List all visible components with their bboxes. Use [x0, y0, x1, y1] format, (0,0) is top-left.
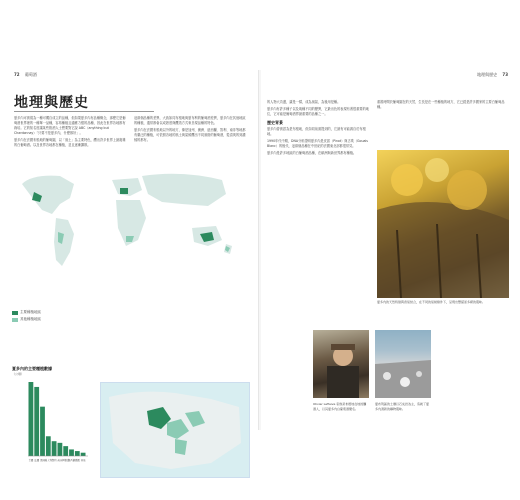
- chart-category-label: 其他: [80, 459, 86, 462]
- left-col2: [134, 116, 248, 145]
- winemaker-illustration: [313, 330, 369, 398]
- paragraph: 的人物大功盡，讓是一樣，成為風氣，為後用是種。: [267, 100, 341, 104]
- chart-category-label: 南非: [57, 459, 63, 462]
- section-heading: 歷史背景: [267, 120, 283, 125]
- winemaker-photo: [313, 330, 369, 398]
- europe-map: [100, 382, 250, 478]
- right-page: [261, 70, 520, 430]
- chart-bar: [69, 449, 74, 456]
- chart-bar: [81, 453, 86, 456]
- legend-label: 主要種植地區: [20, 310, 41, 314]
- header-text: 葡萄酒: [24, 72, 37, 77]
- page-number: 72: [14, 72, 20, 77]
- page-title: 地理與歷史: [14, 95, 89, 111]
- chart-bar: [29, 382, 34, 456]
- page-number: 73: [502, 72, 508, 77]
- bar-chart-svg: [12, 378, 88, 462]
- chart-bar: [58, 443, 63, 456]
- chart-category-label: 智利: [51, 459, 57, 462]
- photo-caption: 夏布利區的土壤以石灰岩為主，造就了夏多內清新的礦物風味。: [375, 402, 430, 411]
- soil-illustration: [375, 330, 431, 398]
- paragraph: 重視時間於葡萄園在的天然，生長是在一些種植的地方，它已經是許多國家的主要白葡萄品種。: [377, 100, 505, 109]
- chart-bar: [46, 436, 51, 456]
- chart-bar: [75, 451, 80, 456]
- paragraph: 夏多內有許多種子以及幾種不同的變異，它最出色的表現有著很重要的地位，它可能是葡萄酒界最重要的品種之一。: [267, 107, 369, 116]
- paragraph: 夏多內在法國布根地以外的地方，像是加州、澳洲、紐西蘭、智利、南非等地都有廣泛的種植，可依照各地的風土與氣候釀出不同風格的葡萄酒，從清爽的到濃郁的都有。: [134, 128, 246, 142]
- legend-swatch: [12, 318, 18, 322]
- left-header: [14, 72, 37, 78]
- map-legend: [12, 310, 41, 324]
- vineyard-illustration: [377, 150, 509, 298]
- chart-category-label: 阿根廷: [62, 459, 70, 462]
- chart-bar: [40, 407, 45, 456]
- paragraph: 這兩個品種的差異，大致如同布根地與夏布利的葡萄酒差異，夏多內在其他地區的種植，通常都會以成熟度與釀造方式來呈現品種的特色。: [134, 116, 246, 125]
- chart-category-label: 法國: [34, 459, 40, 462]
- legend-item: [12, 310, 41, 315]
- right-header: [477, 72, 512, 78]
- paragraph: 1990年代中期，DNA分析證明夏多內是皮諾（Pinot）與古埃（Gouais Blanc）的後代，這兩個品種在中世紀的法國東北部都很常見。: [267, 139, 368, 148]
- chart-category-label: 紐西蘭: [67, 459, 76, 462]
- right-col2: [377, 100, 509, 112]
- chart-category-label: 美國: [28, 459, 34, 462]
- chart-bar: [34, 387, 39, 456]
- chart-category-label: 義大利: [44, 459, 52, 462]
- world-map: [12, 162, 248, 282]
- right-col1: [267, 100, 371, 158]
- left-col1: [14, 116, 126, 150]
- chart-title: 夏多內的主要種植數據: [12, 366, 52, 371]
- vineyard-photo: [377, 150, 509, 298]
- photo-caption: Olivier Leflaive 家族是布根地在地的釀酒人，以其夏多內白葡萄酒聞名。: [313, 402, 367, 411]
- header-text: 地理與歷史: [477, 72, 498, 77]
- photo-caption: 夏多內的天然特徵與香氣結合，在不同的氣候條件下，呈現出豐富而多樣的風味。: [377, 300, 486, 304]
- paragraph: 夏多內在法國布根地的葡萄園，以「風土」為主要特色，釀出許多世界上最複雜的白葡萄酒。以及世界各地都在種植，並且逐漸擴散。: [14, 138, 126, 147]
- chart-category-label: 德國: [74, 459, 80, 462]
- chart-subtitle: （公頃）: [12, 372, 25, 376]
- paragraph: 夏多內可被視為一種可獨自成立的品種，但如果夏多內有品種概念，那麼它是葡萄酒世界裡的一種單一品種，容易種植且適應力強的品種，因此在世界各地都有栽培。它的知名度讓某些飲酒人士想要對它說 ABC（anything but Chardonnay）「只要不是夏多內，什麼都好」。: [14, 116, 126, 135]
- paragraph: 夏多內是許多地區的白葡萄酒品種，在歐洲與新世界都有種植。: [267, 151, 357, 155]
- plantings-chart: [12, 366, 88, 466]
- soil-photo: [375, 330, 431, 398]
- legend-label: 其他種植地區: [20, 317, 41, 321]
- chart-category-label: 澳洲: [40, 459, 45, 462]
- paragraph: 夏多內曾被認為是布根地，但如同前面提到的，它最有可能源自於布根地。: [267, 127, 366, 136]
- title-divider: [14, 111, 154, 112]
- legend-swatch: [12, 311, 18, 315]
- chart-bar: [52, 441, 57, 456]
- legend-item: [12, 317, 41, 322]
- left-page: [0, 70, 259, 462]
- chart-bar: [63, 446, 68, 456]
